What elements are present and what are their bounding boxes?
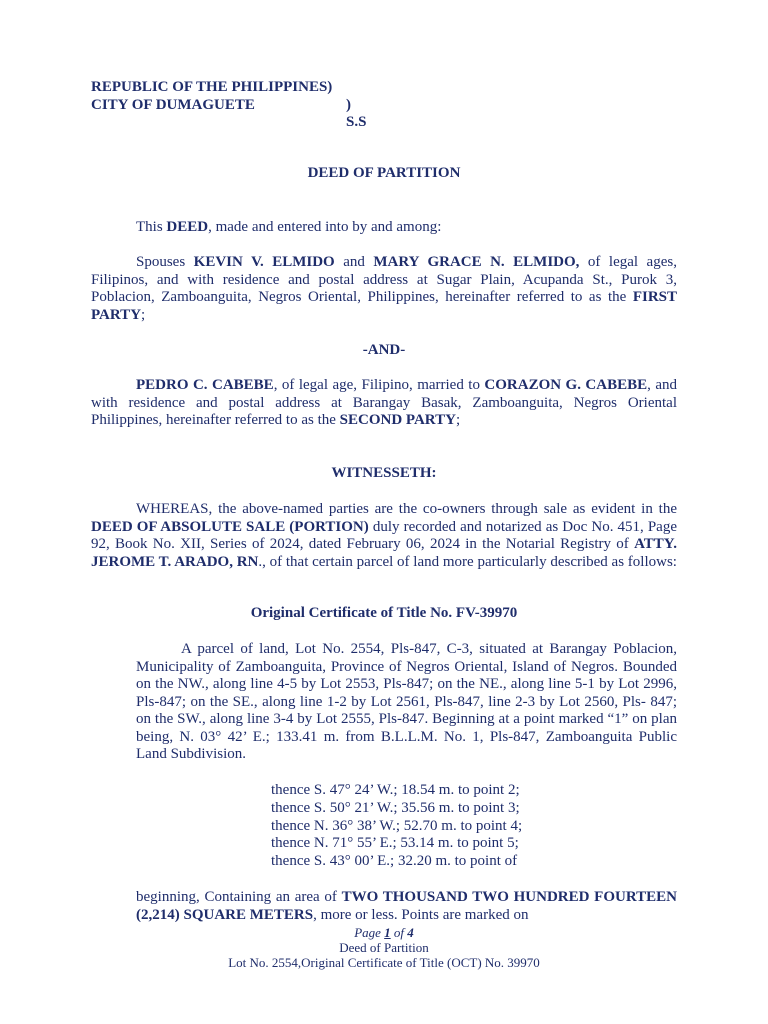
area-end: , more or less. Points are marked on (313, 906, 529, 923)
second-party-end: ; (455, 412, 461, 428)
and-separator: -AND- (362, 342, 406, 358)
whereas-prefix: WHEREAS, the above-named parties are the co-owners through sale as evident in the (136, 501, 677, 517)
thence-line: thence S. 47° 24’ W.; 18.54 m. to point 2; (271, 782, 520, 798)
intro-text: This (136, 219, 167, 235)
whereas-paragraph (91, 501, 677, 571)
second-party-mid: , of legal age, Filipino, married to (273, 377, 485, 393)
oct-heading: Original Certificate of Title No. FV-39970 (250, 605, 518, 621)
footer-doc-title: Deed of Partition (339, 940, 429, 955)
thence-line: thence N. 36° 38’ W.; 52.70 m. to point 4; (271, 818, 523, 834)
area-value: TWO THOUSAND TWO HUNDRED FOURTEEN (2,214) SQUARE METERS (136, 889, 677, 923)
second-party-name-2: CORAZON G. CABEBE (484, 377, 648, 393)
caption-republic: REPUBLIC OF THE PHILIPPINES) (91, 79, 333, 95)
caption-ss: ) S.S (346, 96, 367, 130)
witnesseth-heading: WITNESSETH: (331, 465, 437, 481)
page-number (0, 925, 768, 940)
first-party-label: FIRST PARTY (91, 289, 677, 323)
caption-block (91, 79, 367, 130)
first-party-prefix: Spouses (136, 254, 194, 270)
whereas-mid: duly recorded and notarized as Doc No. 451, Page 92, Book No. XII, Series of 2024, dated February 06, 2024 in the Notarial Registry of (91, 518, 677, 552)
first-party-paragraph (91, 254, 677, 324)
footer-lot-ref: Lot No. 2554,Original Certificate of Title (OCT) No. 39970 (228, 955, 540, 970)
page-total: 4 (407, 925, 414, 940)
whereas-atty: ATTY. JEROME T. ARADO, RN (91, 536, 677, 570)
area-paragraph (136, 889, 677, 924)
whereas-deed: DEED OF ABSOLUTE SALE (PORTION) (91, 518, 369, 535)
thence-line: thence S. 43° 00’ E.; 32.20 m. to point of (271, 853, 518, 869)
first-party-end: ; (141, 306, 146, 323)
second-party-name-1: PEDRO C. CABEBE (136, 377, 274, 393)
first-party-details: of legal ages, Filipinos, and with residence and postal address at Sugar Plain, Acupanda St., Purok 3, Poblacion, Zamboanguita, Negros Oriental, Philippines, hereinafter referred to as the (91, 254, 677, 305)
page-current: 1 (384, 925, 391, 940)
lot-description: A parcel of land, Lot No. 2554, Pls-847, C-3, situated at Barangay Poblacion, Municipality of Zamboanguita, Province of Negros Oriental, Island of Negros. Bounded on the NW., along line 4-5 by Lot 2553, Pls-847; on the NE., along line 5-1 by Lot 2996, Pls-847; on the SE., along line 1-2 by Lot 2561, Pls-847, line 2-3 by Lot 2560, Pls- 847; on the SW., along line 3-4 by Lot 2555, Pls-847. Beginning at a point marked “1” on plan being, N. 03° 42’ E.; 133.41 m. from B.L.L.M. No. 1, Pls-847, Zamboanguita Public Land Subdivision. (136, 641, 677, 762)
first-party-name-2: MARY GRACE N. ELMIDO, (373, 254, 580, 270)
thence-line: thence N. 71° 55’ E.; 53.14 m. to point 5; (271, 835, 519, 851)
first-party-name-1: KEVIN V. ELMIDO (193, 254, 335, 270)
whereas-end: ., of that certain parcel of land more particularly described as follows: (258, 553, 677, 570)
area-prefix: beginning, Containing an area of (136, 889, 342, 905)
intro-deed: DEED (166, 219, 209, 235)
page-of: of (390, 925, 408, 940)
thence-line: thence S. 50° 21’ W.; 35.56 m. to point 3; (271, 800, 520, 816)
document-title: DEED OF PARTITION (307, 165, 461, 181)
second-party-details: , and with residence and postal address at Barangay Basak, Zamboanguita, Negros Oriental Philippines, hereinafter referred to as the (91, 377, 677, 428)
caption-city-name: CITY OF DUMAGUETE (91, 96, 255, 113)
page-footer (0, 925, 768, 970)
second-party-paragraph (91, 377, 677, 430)
intro-paragraph (91, 219, 677, 237)
intro-text-end: , made and entered into by and among: (208, 219, 442, 235)
second-party-label: SECOND PARTY (339, 412, 456, 428)
page-word: Page (354, 925, 385, 940)
caption-city (91, 96, 367, 130)
first-party-and: and (334, 254, 374, 270)
